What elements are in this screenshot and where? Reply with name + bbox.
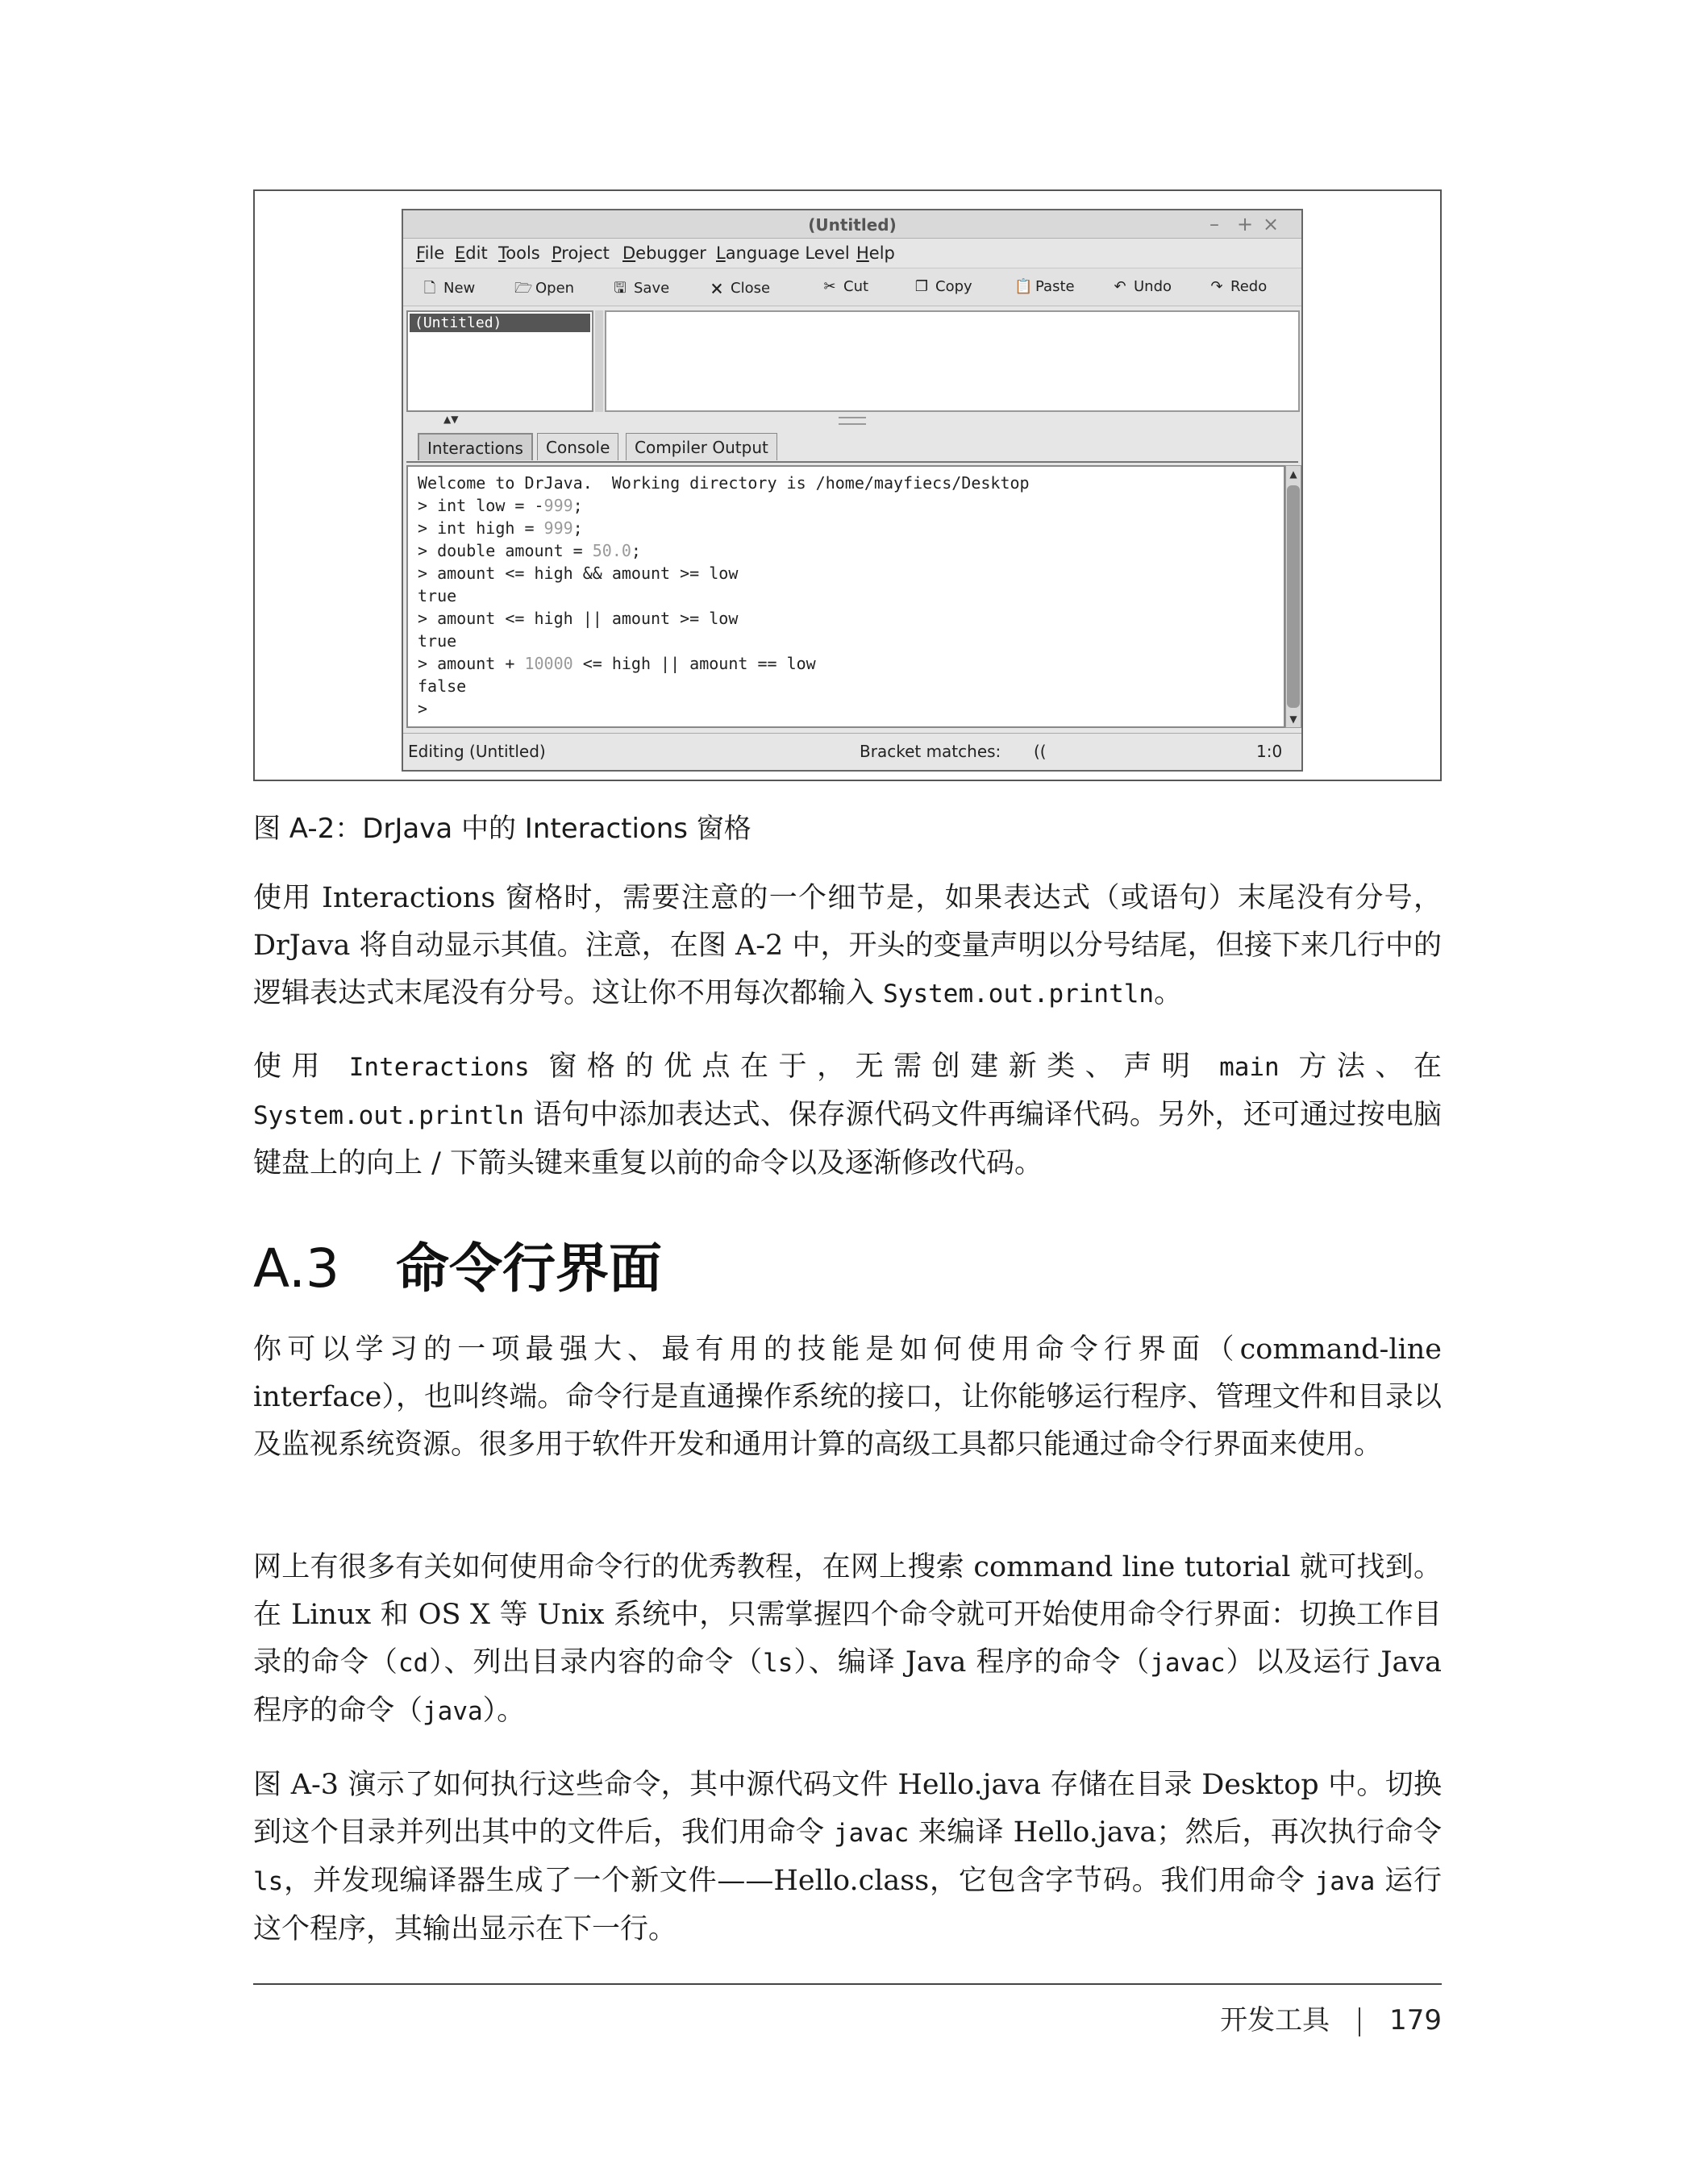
tab-compiler-output[interactable]: Compiler Output (626, 433, 777, 460)
close-file-icon: 🗙 (711, 280, 722, 297)
section-number: A.3 (253, 1238, 339, 1300)
console-line: > int high = 999; (418, 518, 583, 538)
menu-bar (403, 239, 1301, 268)
toolbar (403, 268, 1301, 306)
scissors-icon: ✂ (823, 278, 836, 295)
menu-help[interactable]: Help (856, 243, 895, 263)
save-button[interactable]: 🖫 Save (613, 278, 669, 302)
console-line: > (418, 699, 428, 718)
undo-button[interactable]: ↶ Undo (1114, 278, 1172, 295)
status-bar (403, 733, 1301, 769)
chapter-title: 开发工具 (1220, 2004, 1330, 2036)
console-line: false (418, 676, 467, 696)
paragraph-5: 图 A-3 演示了如何执行这些命令，其中源代码文件 Hello.java 存储在目录 Desktop 中。切换到这个目录并列出其中的文件后，我们用命令 javac 来编译 Hello.java；然后，再次执行命令 ls，并发现编译器生成了一个新文件——Hello.class，它包含字节码。我们用命令 java 运行这个程序，其输出显示在下一行。 (253, 1769, 1442, 1945)
footer-rule (253, 1983, 1442, 1985)
section-heading (253, 1225, 662, 1302)
folder-icon: 🗁 (514, 280, 533, 297)
pane-arrows-icon[interactable]: ▲▼ (443, 414, 459, 425)
figure-frame (253, 189, 1442, 781)
console-line: > amount <= high || amount >= low (418, 609, 739, 628)
tab-underline (406, 461, 1298, 463)
tab-console[interactable]: Console (537, 433, 618, 460)
new-file-icon: 🗋 (423, 280, 436, 297)
menu-project[interactable]: Project (552, 243, 610, 263)
menu-tools[interactable]: Tools (498, 243, 540, 263)
drjava-window (402, 209, 1303, 772)
menu-language-level[interactable]: Language Level (716, 243, 850, 263)
minimize-icon[interactable]: – (1209, 213, 1219, 235)
status-position: 1:0 (1256, 742, 1283, 761)
open-button[interactable]: 🗁 Open (514, 278, 574, 302)
status-editing: Editing (Untitled) (408, 742, 546, 761)
console-line: Welcome to DrJava. Working directory is /home/mayfiecs/Desktop (418, 473, 1030, 493)
redo-button[interactable]: ↷ Redo (1210, 278, 1268, 295)
definitions-editor[interactable] (605, 310, 1300, 412)
scroll-down-icon[interactable]: ▼ (1289, 713, 1297, 725)
footer-separator (1359, 2007, 1360, 2036)
vertical-splitter[interactable] (595, 310, 603, 412)
window-title: (Untitled) (808, 215, 897, 235)
menu-file[interactable]: File (416, 243, 445, 263)
interactions-console[interactable] (406, 465, 1285, 728)
document-item[interactable]: (Untitled) (410, 314, 590, 332)
console-scrollbar[interactable] (1285, 465, 1301, 728)
maximize-icon[interactable]: + (1237, 213, 1254, 235)
splitter-grip-icon[interactable] (839, 417, 866, 425)
page-footer (1220, 1998, 1442, 2037)
console-line: > amount <= high && amount >= low (418, 564, 739, 583)
copy-icon: ❐ (914, 278, 929, 295)
title-bar (403, 210, 1301, 239)
console-line: > double amount = 50.0; (418, 541, 641, 560)
console-line: > amount + 10000 <= high || amount == low (418, 654, 816, 673)
copy-button[interactable]: ❐ Copy (914, 278, 972, 295)
cut-button[interactable]: ✂ Cut (823, 278, 869, 295)
clipboard-icon: 📋 (1014, 278, 1033, 295)
paragraph-3: 你可以学习的一项最强大、最有用的技能是如何使用命令行界面（command-line interface），也叫终端。命令行是直通操作系统的接口，让你能够运行程序、管理文件和目录以及监视系统资源。很多用于软件开发和通用计算的高级工具都只能通过命令行界面来使用。 (253, 1333, 1442, 1461)
redo-icon: ↷ (1210, 278, 1223, 295)
tab-interactions[interactable]: Interactions (418, 433, 533, 460)
new-button[interactable]: 🗋 New (423, 278, 475, 302)
console-line: true (418, 631, 457, 651)
section-title: 命令行界面 (395, 1238, 662, 1300)
figure-caption: 图 A-2：DrJava 中的 Interactions 窗格 (253, 813, 751, 845)
document-list (406, 310, 593, 412)
menu-debugger[interactable]: Debugger (622, 243, 706, 263)
menu-edit[interactable]: Edit (455, 243, 488, 263)
paragraph-4: 网上有很多有关如何使用命令行的优秀教程，在网上搜索 command line tutorial 就可找到。在 Linux 和 OS X 等 Unix 系统中，只需掌握四个命令就可开始使用命令行界面：切换工作目录的命令（cd）、列出目录内容的命令（ls）、编译 Java 程序的命令（javac）以及运行 Java 程序的命令（java）。 (253, 1551, 1442, 1727)
status-bracket-label: Bracket matches: (860, 742, 1001, 761)
close-icon[interactable]: × (1263, 213, 1280, 235)
page-number: 179 (1389, 2004, 1442, 2036)
status-bracket-value: (( (1034, 742, 1047, 761)
undo-icon: ↶ (1114, 278, 1126, 295)
paste-button[interactable]: 📋 Paste (1014, 278, 1075, 295)
disk-icon: 🖫 (614, 280, 627, 297)
console-line: true (418, 586, 457, 605)
console-line: > int low = -999; (418, 496, 583, 515)
close-button[interactable]: 🗙 Close (710, 278, 770, 302)
scroll-thumb[interactable] (1287, 485, 1300, 708)
scroll-up-icon[interactable]: ▲ (1289, 468, 1297, 480)
paragraph-2: 使用 Interactions 窗格的优点在于，无需创建新类、声明 main 方法、在 System.out.println 语句中添加表达式、保存源代码文件再编译代码。另外，还可通过按电脑键盘上的向上 / 下箭头键来重复以前的命令以及逐渐修改代码。 (253, 1050, 1442, 1179)
paragraph-1: 使用 Interactions 窗格时，需要注意的一个细节是，如果表达式（或语句）末尾没有分号，DrJava 将自动显示其值。注意，在图 A-2 中，开头的变量声明以分号结尾，但接下来几行中的逻辑表达式末尾没有分号。这让你不用每次都输入 System.out.println。 (253, 882, 1442, 1009)
